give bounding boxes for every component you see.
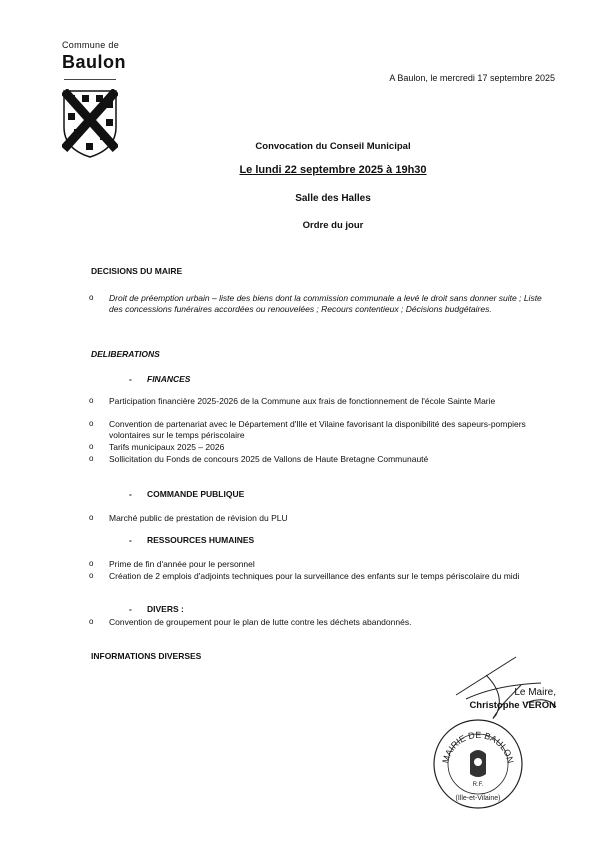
bullet-icon: o [89,396,94,405]
rh-subheading [129,535,254,545]
finances-item: Tarifs municipaux 2025 – 2026 [109,442,225,452]
deliberations-heading: DELIBERATIONS [91,349,160,359]
mairie-stamp [432,718,524,810]
commande-item: Marché public de prestation de révision du PLU [109,513,288,523]
stamp-top-path: MAIRIE DE BAULON [440,729,516,765]
logo-divider [64,79,116,80]
bullet-icon: o [89,513,94,522]
dash-icon: - [129,604,132,614]
bullet-icon: o [89,442,94,451]
stamp-bottom-text: (Ille-et-Vilaine) [455,795,501,802]
bullet-icon: o [89,559,94,568]
divers-item: Convention de groupement pour le plan de lutte contre les déchets abandonnés. [109,617,412,627]
bullet-icon: o [89,454,94,463]
convocation-title: Convocation du Conseil Municipal [255,141,411,152]
rh-item: Prime de fin d'année pour le personnel [109,559,255,569]
bullet-icon: o [89,293,94,302]
bullet-icon: o [89,571,94,580]
bullet-icon: o [89,617,94,626]
dash-icon: - [129,374,132,384]
dash-icon: - [129,535,132,545]
signature-role: Le Maire, [514,687,556,698]
finances-item: Convention de partenariat avec le Département d'Ille et Vilaine favorisant la disponibilité des sapeurs-pompiers volontaires sur le temps périscolaire [109,419,526,440]
commune-name: Baulon [62,52,126,72]
finances-label: FINANCES [147,374,191,384]
commande-label: COMMANDE PUBLIQUE [147,489,245,499]
agenda-heading: Ordre du jour [302,220,364,231]
dash-icon: - [129,489,132,499]
finances-subheading [129,374,190,384]
rh-item: Création de 2 emplois d'adjoints techniques pour la surveillance des enfants sur le temps périscolaire du midi [109,571,520,581]
bullet-icon: o [89,419,94,428]
informations-heading: INFORMATIONS DIVERSES [91,651,202,661]
rh-label: RESSOURCES HUMAINES [147,535,255,545]
finances-item: Sollicitation du Fonds de concours 2025 de Vallons de Haute Bretagne Communauté [109,454,429,464]
signature-name: Christophe VERON [469,700,556,711]
meeting-date: Le lundi 22 septembre 2025 à 19h30 [239,164,427,176]
meeting-place: Salle des Halles [295,193,371,204]
divers-label: DIVERS : [147,604,184,614]
decisions-item: Droit de préemption urbain – liste des biens dont la commission communale a levé le droit sans donner suite ; Liste des concessions funéraires accordées ou renouvelées ; Recours contentieux ; Décisions budgétaires. [109,293,542,314]
commune-prefix: Commune de [62,40,120,50]
divers-subheading [129,604,184,614]
commande-subheading [129,489,244,499]
stamp-mid-text: R.F. [472,782,484,788]
date-line: A Baulon, le mercredi 17 septembre 2025 [389,73,555,83]
decisions-heading: DECISIONS DU MAIRE [91,266,183,276]
finances-item: Participation financière 2025-2026 de la Commune aux frais de fonctionnement de l'école Sainte Marie [109,396,496,406]
